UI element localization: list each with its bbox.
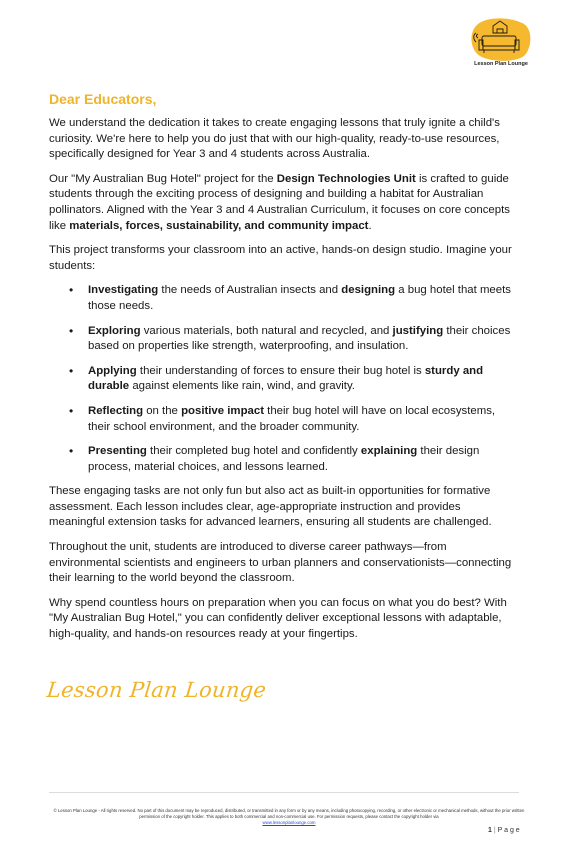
list-item (88, 324, 519, 355)
core-concepts: materials, forces, sustainability, and community impact (69, 219, 369, 232)
bold-term: Presenting (88, 445, 147, 458)
text-run: is crafted to guide students through the exciting process of designing and building a habitat for Australian pollinators. Aligned with the Year 3 and 4 Australian Curriculum, it focuses on core concepts like (49, 172, 510, 232)
project-paragraph (49, 172, 519, 234)
text-run: the needs of Australian insects and (158, 284, 342, 297)
greeting-heading: Dear Educators, (49, 91, 157, 107)
bold-term: justifying (392, 324, 444, 337)
activities-list (49, 283, 519, 475)
transform-paragraph: This project transforms your classroom into an active, hands-on design studio. Imagine your students: (49, 244, 512, 272)
page-number-value: 1 (488, 827, 492, 834)
bold-term: Applying (88, 364, 137, 377)
text-run: their design process, material choices, and lessons learned. (88, 445, 480, 473)
logo-text: Lesson Plan Lounge (474, 61, 528, 67)
bold-term: sturdy and durable (88, 364, 484, 393)
letter-body (49, 116, 519, 652)
page-number (488, 827, 520, 834)
bold-term: Exploring (88, 324, 141, 337)
text-run: their understanding of forces to ensure their bug hotel is (136, 364, 425, 377)
careers-paragraph: Throughout the unit, students are introduced to diverse career pathways—from environmental scientists and engineers to urban planners and conservationists—connecting their learning to the world beyond the classroom. (49, 541, 512, 585)
page-label: P a g e (497, 827, 520, 834)
text-run: on the (143, 404, 182, 417)
footer-divider (49, 792, 519, 793)
intro-paragraph: We understand the dedication it takes to create engaging lessons that truly ignite a child's curiosity. We're here to help you do just that with our high-quality, ready-to-use resources, specifically designed for Year 3 and 4 students across Australia. (49, 117, 500, 161)
bold-term: Reflecting (88, 404, 144, 417)
signature: Lesson Plan Lounge (45, 678, 268, 702)
text-run: their choices based on properties like strength, waterproofing, and insulation. (88, 324, 511, 353)
copyright-text: © Lesson Plan Lounge - All rights reserved. No part of this document may be reproduced, distributed, or transmitted in any form or by any means, including photocopying, recording, or other electronic or mechanical methods, without the prior written permission of the copyright holder. This applies to both commercial and non-commercial use. For permission requests, please contact the copyright holder via (53, 808, 525, 819)
list-item (88, 444, 519, 475)
text-run: their bug hotel will have on local ecosystems, their school environment, and the broader community. (88, 404, 496, 433)
text-run: various materials, both natural and recycled, and (140, 324, 393, 337)
list-item (88, 283, 519, 314)
unit-name: Design Technologies Unit (276, 172, 416, 185)
bold-term: positive impact (181, 404, 264, 417)
bold-term: explaining (360, 445, 418, 458)
copyright-notice (49, 808, 529, 826)
website-link[interactable]: www.lessonplanlounge.com (262, 820, 316, 825)
page-separator: | (493, 827, 496, 834)
brand-logo (466, 18, 534, 72)
list-item (88, 404, 519, 435)
bold-term: Investigating (88, 284, 159, 297)
bold-term: designing (341, 284, 396, 297)
text-run: . (368, 219, 372, 232)
assessment-paragraph: These engaging tasks are not only fun but also act as built-in opportunities for formative assessment. Each lesson includes clear, age-appropriate instruction and provides meaningful extension tasks for advanced learners, ensuring all students are challenged. (49, 485, 492, 529)
sofa-on-yellow-blob-icon (468, 18, 532, 62)
text-run: their completed bug hotel and confidently (146, 445, 361, 458)
text-run: against elements like rain, wind, and gravity. (129, 380, 355, 393)
closing-paragraph: Why spend countless hours on preparation when you can focus on what you do best? With "My Australian Bug Hotel," you can confidently deliver exceptional lessons with adaptable, high-quality, and hands-on resources ready at your fingertips. (49, 596, 507, 641)
text-run: a bug hotel that meets those needs. (88, 284, 511, 312)
list-item (88, 364, 519, 395)
text-run: Our "My Australian Bug Hotel" project for the (49, 172, 277, 185)
